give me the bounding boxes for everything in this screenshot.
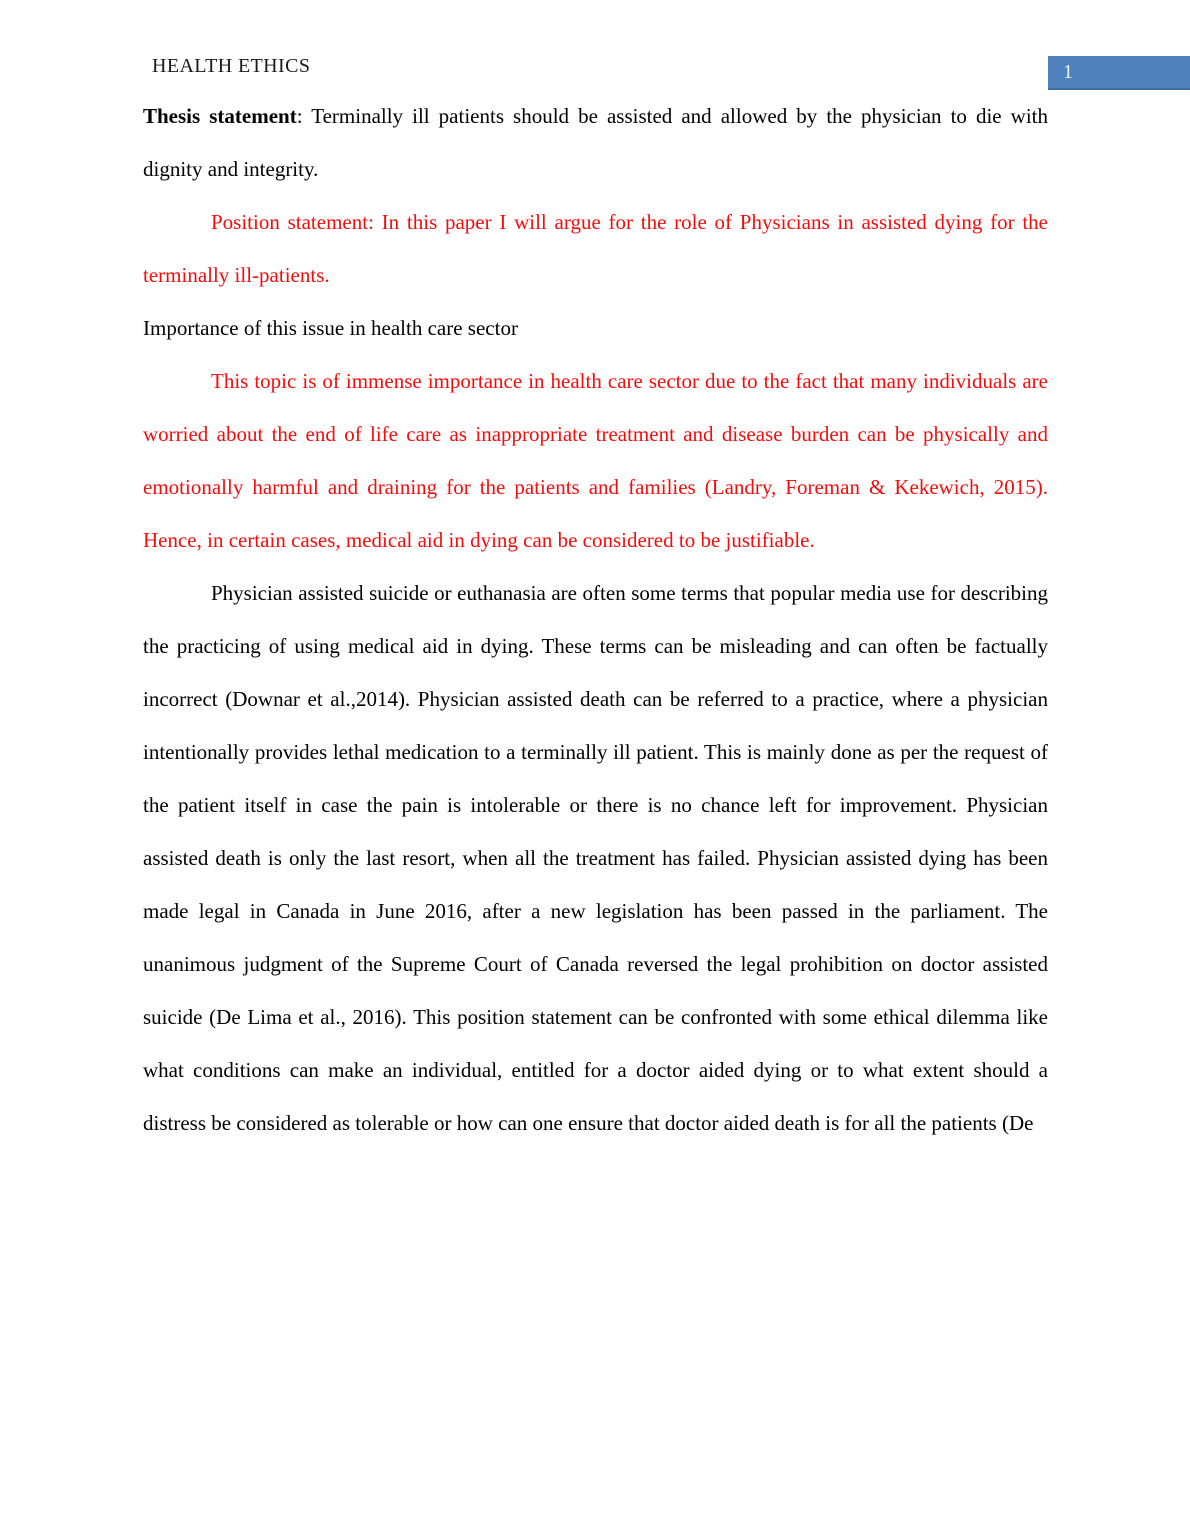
main-body-paragraph: Physician assisted suicide or euthanasia are often some terms that popular media use for describing the practicing of using medical aid in dying. These terms can be misleading and can often be factually incorrect (Downar et al.,2014). Physician assisted death can be referred to a practice, where a physician intentionally provides lethal medication to a terminally ill patient. This is mainly done as per the request of the patient itself in case the pain is intolerable or there is no chance left for improvement. Physician assisted death is only the last resort, when all the treatment has failed. Physician assisted dying has been made legal in Canada in June 2016, after a new legislation has been passed in the parliament. The unanimous judgment of the Supreme Court of Canada reversed the legal prohibition on doctor assisted suicide (De Lima et al., 2016). This position statement can be confronted with some ethical dilemma like what conditions can make an individual, entitled for a doctor aided dying or to what extent should a distress be considered as tolerable or how can one ensure that doctor aided death is for all the patients (De	[143, 581, 1048, 1135]
position-statement-paragraph: Position statement: In this paper I will argue for the role of Physicians in assisted dying for the terminally ill-patients.	[143, 210, 1048, 287]
page-number-badge: 1	[1048, 56, 1190, 90]
page-header	[0, 0, 1190, 90]
section-heading: Importance of this issue in health care sector	[143, 316, 518, 340]
importance-paragraph: This topic is of immense importance in health care sector due to the fact that many individuals are worried about the end of life care as inappropriate treatment and disease burden can be physically and emotionally harmful and draining for the patients and families (Landry, Foreman & Kekewich, 2015). Hence, in certain cases, medical aid in dying can be considered to be justifiable.	[143, 369, 1048, 552]
running-head-title: HEALTH ETHICS	[152, 55, 311, 77]
document-body	[143, 90, 1048, 1150]
thesis-bold-lead: Thesis statement	[143, 104, 297, 128]
thesis-paragraph	[143, 90, 1048, 196]
thesis-text: : Terminally ill patients should be assisted and allowed by the physician to die with dignity and integrity.	[143, 104, 1049, 181]
